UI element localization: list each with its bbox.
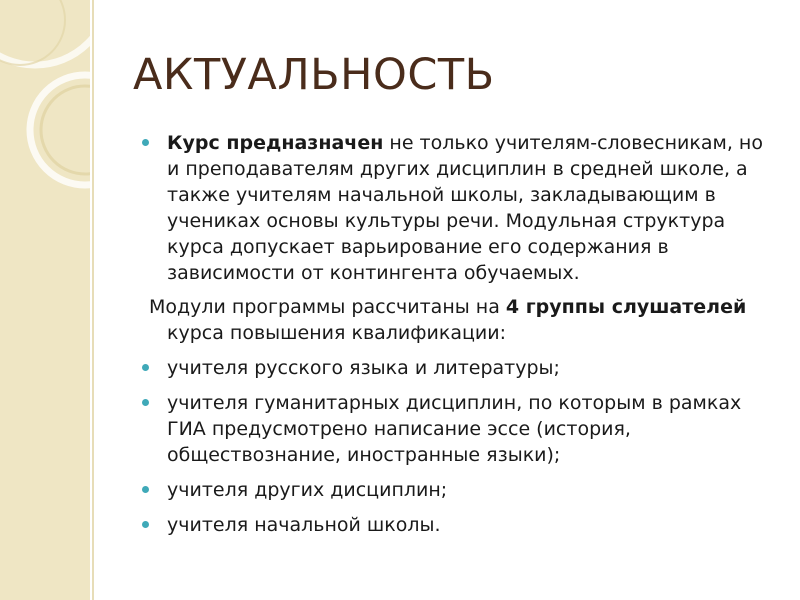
- divider-line: [92, 0, 94, 600]
- list-item-text: учителя русского языка и литературы;: [167, 357, 560, 379]
- bullet-icon: [142, 139, 149, 146]
- bullet-icon: [142, 364, 149, 371]
- list-item-course-purpose: [140, 130, 780, 286]
- list-item-text: учителя других дисциплин;: [167, 479, 448, 501]
- bold-lead: Курс предназначен: [167, 132, 384, 154]
- bullet-icon: [142, 486, 149, 493]
- paragraph-text-after: курса повышения квалификации:: [167, 322, 507, 344]
- list-item-text: учителя гуманитарных дисциплин, по которым в рамках ГИА предусмотрено написание эссе (история, обществознание, иностранные языки);: [167, 392, 742, 466]
- list-item-text: учителя начальной школы.: [167, 514, 441, 536]
- bullet-icon: [142, 521, 149, 528]
- list-item: [140, 355, 780, 381]
- paragraph-modules: [140, 294, 780, 346]
- bold-groups: 4 группы слушателей: [505, 296, 747, 318]
- list-item: [140, 477, 780, 503]
- paragraph-text: не только учителям-словесникам, но и преподавателям других дисциплин в средней школе, а также учителям начальной школы, закладывающим в учениках основы культуры речи. Модульная структура курса допускает варьирование его содержания в зависимости от контингента обучаемых.: [167, 132, 763, 284]
- list-item: [140, 390, 780, 468]
- slide-title: АКТУАЛЬНОСТЬ: [133, 50, 495, 100]
- bullet-icon: [142, 399, 149, 406]
- decorative-side-strip: [0, 0, 90, 600]
- decorative-circles: [0, 0, 90, 600]
- paragraph-text-before: Модули программы рассчитаны на: [149, 296, 506, 318]
- list-item: [140, 512, 780, 538]
- slide-body: [140, 130, 780, 538]
